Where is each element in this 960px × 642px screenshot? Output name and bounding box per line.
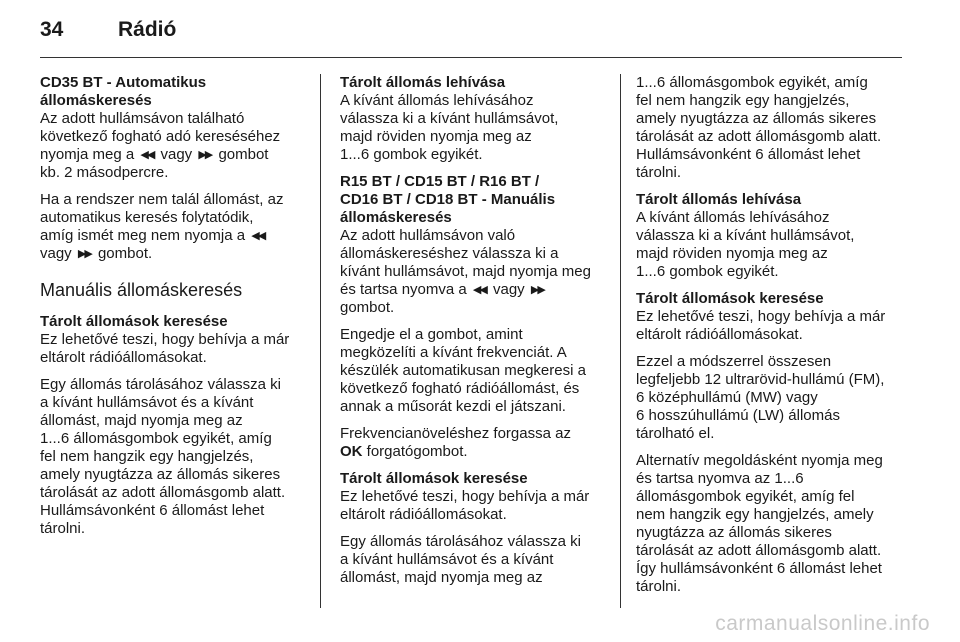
text-line: fel nem hangzik egy hangjelzés,: [40, 448, 254, 465]
text-line: kb. 2 másodpercre.: [40, 164, 169, 181]
heading-auto-search: [40, 74, 308, 110]
text-line: megközelíti a kívánt frekvenciát. A: [340, 344, 567, 361]
text-line: Így hullámsávonként 6 állomást lehet: [636, 560, 882, 577]
text-line: készülék automatikusan megkeresi a: [340, 362, 586, 379]
paragraph: [636, 74, 904, 182]
paragraph: [340, 425, 608, 461]
heading-line: állomáskeresés: [40, 92, 152, 109]
seek-forward-icon: ▶▶: [77, 248, 91, 260]
text-line: Ez lehetővé teszi, hogy behívja a már: [340, 488, 590, 505]
watermark: carmanualsonline.info: [715, 612, 930, 635]
paragraph: [40, 331, 308, 367]
column-2: [340, 74, 608, 596]
heading-stored-search: Tárolt állomások keresése: [40, 313, 228, 330]
paragraph: [636, 308, 904, 344]
seek-forward-icon: ▶▶: [198, 149, 212, 161]
heading-line: CD16 BT / CD18 BT - Manuális: [340, 191, 556, 208]
text-line: tárolni.: [636, 578, 682, 595]
header-rule: [40, 57, 902, 58]
text-line: válassza ki a kívánt hullámsávot,: [340, 110, 559, 127]
paragraph: [636, 209, 904, 281]
column-divider-2: [620, 74, 621, 608]
text-line: állomást, majd nyomja meg az: [40, 412, 243, 429]
ok-label: OK: [340, 443, 363, 460]
text-line: Egy állomás tárolásához válassza ki: [40, 376, 281, 393]
seek-back-icon: ◀◀: [251, 230, 265, 242]
text-line: gombot.: [97, 245, 153, 262]
text-line: vagy: [160, 146, 193, 163]
text-line: legfeljebb 12 ultrarövid-hullámú (FM),: [636, 371, 885, 388]
text-line: annak a műsorát kezdi el játszani.: [340, 398, 566, 415]
text-line: nyomja meg a: [40, 146, 135, 163]
text-line: Ezzel a módszerrel összesen: [636, 353, 832, 370]
text-line: Hullámsávonként 6 állomást lehet: [636, 146, 861, 163]
text-line: tárolni.: [636, 164, 682, 181]
paragraph: [340, 326, 608, 416]
text-line: tárolását az adott állomásgomb alatt.: [636, 128, 882, 145]
text-line: automatikus keresés folytatódik,: [40, 209, 254, 226]
text-line: eltárolt rádióállomásokat.: [340, 506, 507, 523]
text-line: tárolni.: [40, 520, 86, 537]
text-line: tárolható el.: [636, 425, 715, 442]
paragraph: [340, 92, 608, 164]
text-line: vagy: [40, 245, 72, 262]
seek-back-icon: ◀◀: [472, 284, 486, 296]
text-line: 1...6 gombok egyikét.: [340, 146, 483, 163]
text-line: 1...6 állomásgombok egyikét, amíg: [40, 430, 272, 447]
text-line: majd röviden nyomja meg az: [636, 245, 828, 262]
text-line: vagy: [493, 281, 525, 298]
text-line: állomást, majd nyomja meg az: [340, 569, 543, 586]
text-line: Ha a rendszer nem talál állomást, az: [40, 191, 284, 208]
text-line: Ez lehetővé teszi, hogy behívja a már: [636, 308, 886, 325]
text-line: és tartsa nyomva az 1...6: [636, 470, 804, 487]
page-title: Rádió: [118, 18, 177, 41]
text-line: fel nem hangzik egy hangjelzés,: [636, 92, 850, 109]
text-line: Hullámsávonként 6 állomást lehet: [40, 502, 265, 519]
text-line: következő fogható rádióállomást, és: [340, 380, 580, 397]
paragraph: [340, 227, 608, 317]
paragraph: [340, 533, 608, 587]
text-line: amely nyugtázza az állomás sikeres: [40, 466, 281, 483]
text-line: tárolását az adott állomásgomb alatt.: [636, 542, 882, 559]
paragraph: [40, 191, 308, 263]
text-line: Az adott hullámsávon található: [40, 110, 245, 127]
heading-stored-search: Tárolt állomások keresése: [340, 470, 528, 487]
text-line: Alternatív megoldásként nyomja meg: [636, 452, 883, 469]
heading-line: CD35 BT - Automatikus: [40, 74, 207, 91]
text-line: gombot: [218, 146, 269, 163]
paragraph: [40, 376, 308, 538]
text-line: Engedje el a gombot, amint: [340, 326, 523, 343]
text-line: Ez lehetővé teszi, hogy behívja a már: [40, 331, 290, 348]
text-line: következő fogható adó kereséséhez: [40, 128, 281, 145]
text-line: 6 középhullámú (MW) vagy: [636, 389, 818, 406]
text-line: 6 hosszúhullámú (LW) állomás: [636, 407, 840, 424]
text-line: és tartsa nyomva a: [340, 281, 467, 298]
text-line: állomáskereséshez válassza ki a: [340, 245, 559, 262]
text-line: A kívánt állomás lehívásához: [636, 209, 830, 226]
column-divider-1: [320, 74, 321, 608]
page-header: [0, 0, 960, 56]
heading-manual-search: Manuális állomáskeresés: [40, 280, 243, 300]
paragraph: [636, 353, 904, 443]
text-line: állomásgombok egyikét, amíg fel: [636, 488, 855, 505]
text-line: forgatógombot.: [366, 443, 468, 460]
text-line: kívánt hullámsávot, majd nyomja meg: [340, 263, 591, 280]
text-line: 1...6 állomásgombok egyikét, amíg: [636, 74, 868, 91]
seek-back-icon: ◀◀: [140, 149, 154, 161]
paragraph: [636, 452, 904, 596]
paragraph: [40, 110, 308, 182]
text-line: a kívánt hullámsávot és a kívánt: [40, 394, 254, 411]
paragraph: [340, 488, 608, 524]
text-line: nyugtázza az állomás sikeres: [636, 524, 832, 541]
column-3: [636, 74, 904, 605]
text-line: Egy állomás tárolásához válassza ki: [340, 533, 581, 550]
text-line: 1...6 gombok egyikét.: [636, 263, 779, 280]
text-line: válassza ki a kívánt hullámsávot,: [636, 227, 855, 244]
text-line: A kívánt állomás lehívásához: [340, 92, 534, 109]
text-line: amely nyugtázza az állomás sikeres: [636, 110, 877, 127]
heading-line: R15 BT / CD15 BT / R16 BT /: [340, 173, 540, 190]
text-line: Az adott hullámsávon való: [340, 227, 516, 244]
text-line: amíg ismét meg nem nyomja a: [40, 227, 246, 244]
page-number: 34: [40, 18, 64, 41]
text-line: tárolását az adott állomásgomb alatt.: [40, 484, 286, 501]
heading-manual-models: [340, 173, 608, 227]
text-line: eltárolt rádióállomásokat.: [636, 326, 803, 343]
text-line: nem hangzik egy hangjelzés, amely: [636, 506, 874, 523]
seek-forward-icon: ▶▶: [530, 284, 544, 296]
heading-line: állomáskeresés: [340, 209, 452, 226]
heading-recall: Tárolt állomás lehívása: [636, 191, 802, 208]
heading-stored-search: Tárolt állomások keresése: [636, 290, 824, 307]
text-line: Frekvencianöveléshez forgassa az: [340, 425, 571, 442]
text-line: a kívánt hullámsávot és a kívánt: [340, 551, 554, 568]
text-line: majd röviden nyomja meg az: [340, 128, 532, 145]
column-1: [40, 74, 308, 547]
text-line: gombot.: [340, 299, 395, 316]
text-line: eltárolt rádióállomásokat.: [40, 349, 207, 366]
heading-recall: Tárolt állomás lehívása: [340, 74, 506, 91]
